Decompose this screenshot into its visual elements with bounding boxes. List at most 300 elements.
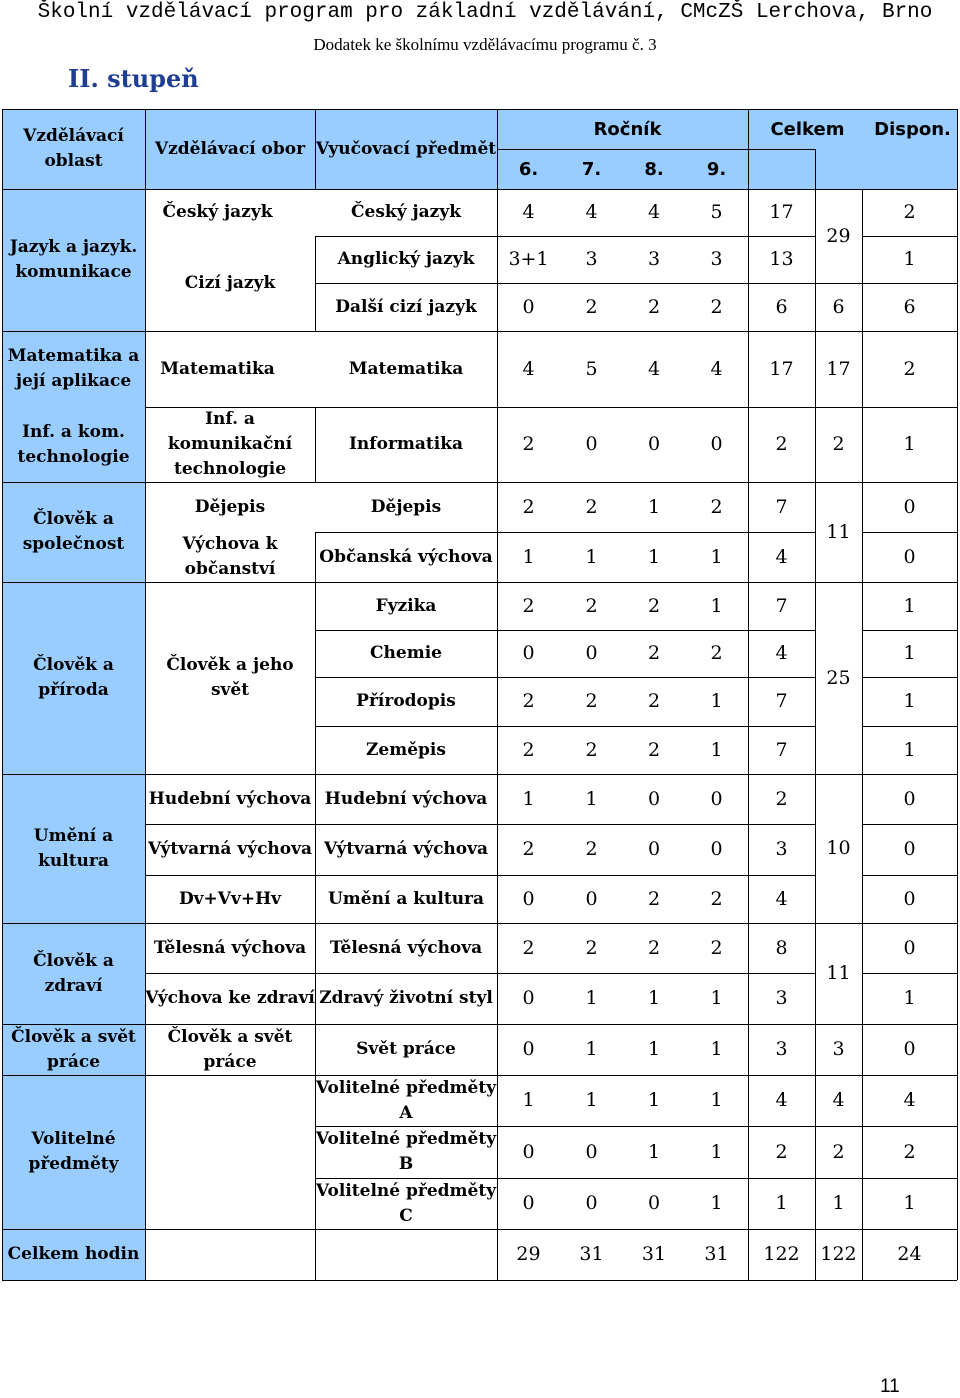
grade-value: 1 [585,987,598,1009]
table-rule [315,824,497,825]
grade-value: 0 [585,887,598,910]
table-rule [497,532,815,533]
table-rule [145,1229,315,1230]
table-rule [815,923,862,924]
table-rule [497,677,815,678]
grade-value: 2 [522,838,535,860]
header-school-title: Školní vzdělávací program pro základní vzdělávání, CMcZŠ Lerchova, Brno [37,1,933,24]
table-rule [862,774,957,775]
table-rule [497,1229,815,1230]
table-rule [2,923,145,924]
grade-value: 0 [522,1038,535,1060]
celkem-oblast-value: 3 [832,1038,845,1060]
header-grade-9: 9. [706,158,727,180]
table-rule [862,236,957,237]
grade-value: 3+1 [508,248,549,270]
grade-value: 2 [522,594,535,617]
oblast-celkem: Celkem hodin [2,1229,145,1280]
celkem-oblast-value: 11 [826,962,851,984]
grade-value: 1 [647,1038,661,1060]
predmet-cell: Volitelné předměty A [315,1077,497,1123]
predmet-cell: Dějepis [370,496,442,517]
dispon-value: 1 [903,433,916,455]
grade-value: 1 [710,690,723,712]
grade-value: 0 [585,433,598,455]
predmet-cell: Hudební výchova [324,788,488,809]
table-rule [145,1075,315,1076]
dispon-value: 4 [903,1089,916,1111]
grade-value: 1 [585,545,598,568]
table-rule [315,407,497,408]
table-rule [145,774,315,775]
grade-value: 5 [710,201,723,223]
grade-value: 0 [710,838,723,860]
grade-value: 2 [647,295,661,318]
table-rule [815,331,862,332]
grade-value: 2 [585,738,598,761]
table-rule [315,875,497,876]
grade-value: 1 [710,1038,723,1060]
grade-value: 2 [585,690,598,712]
table-rule [862,923,957,924]
total-value: 6 [775,295,788,318]
table-rule [497,407,815,408]
table-rule [315,283,497,284]
grade-value: 0 [647,1192,661,1214]
total-value: 7 [775,495,788,518]
table-rule [862,283,957,284]
table-rule [497,1178,815,1179]
total-value: 2 [775,1140,788,1163]
oblast-kultura: Umění a kultura [2,774,145,923]
table-rule [815,774,862,775]
table-rule [497,1024,815,1025]
oblast-jazyk: Jazyk a jazyk. komunikace [2,189,145,331]
total-value: 17 [769,201,794,223]
total-value: 3 [775,838,788,860]
table-rule [862,677,957,678]
table-rule [862,1024,957,1025]
table-rule [145,582,315,583]
oblast-volitelne: Volitelné předměty [2,1075,145,1229]
grade-value: 2 [585,838,598,860]
grade-value: 31 [579,1243,604,1265]
grade-value: 2 [647,690,661,712]
grade-value: 2 [585,295,598,318]
grade-value: 1 [585,787,598,810]
grade-value: 0 [522,887,535,910]
table-rule [497,630,815,631]
grade-value: 0 [585,1192,598,1214]
table-rule [145,482,315,483]
grade-value: 2 [522,495,535,518]
predmet-cell: Fyzika [375,595,437,616]
grade-value: 1 [647,1089,661,1111]
dispon-value: 0 [903,495,916,518]
table-rule [862,482,957,483]
table-rule [497,875,815,876]
grade-value: 1 [710,1089,723,1111]
dispon-value: 0 [903,887,916,910]
total-value: 1 [775,1192,788,1214]
table-rule [145,1024,315,1025]
table-rule [315,677,497,678]
table-rule [862,407,957,408]
table-rule [862,582,957,583]
table-rule [315,1024,497,1025]
predmet-cell: Přírodopis [356,691,456,711]
grade-value: 2 [585,594,598,617]
grade-value: 0 [585,642,598,664]
grade-value: 1 [522,545,535,568]
table-rule [497,283,815,284]
table-rule [815,189,816,1280]
oblast-inf: Inf. a kom. technologie [2,407,145,482]
table-left-border [2,109,3,1280]
dispon-value: 0 [903,1038,916,1060]
header-grade-7: 7. [581,158,602,180]
table-rule [497,582,815,583]
table-rule [315,1229,497,1230]
grade-value: 31 [704,1243,729,1265]
table-right-border [957,109,958,1280]
dispon-value: 2 [903,1140,916,1163]
predmet-cell: Zdravý životní styl [319,988,493,1008]
total-value: 122 [763,1243,800,1265]
dispon-value: 1 [903,248,916,270]
table-rule [497,726,815,727]
grade-value: 3 [647,248,661,270]
table-rule [2,1229,145,1230]
grade-value: 4 [710,357,723,380]
obor-cizi: Cizí jazyk [184,273,276,293]
grade-value: 2 [710,936,723,959]
total-value: 8 [775,936,788,959]
table-rule [815,482,862,483]
grade-value: 1 [647,545,661,568]
header-oblast: Vzdělávací oblast [2,109,145,189]
dispon-value: 0 [903,838,916,860]
grade-value: 0 [647,838,661,860]
table-rule [862,875,957,876]
grade-value: 1 [710,594,723,617]
dispon-value: 0 [903,545,916,568]
table-rule [315,1075,497,1076]
predmet-cell: Volitelné předměty C [315,1180,497,1226]
table-rule [315,923,497,924]
obor-clovek-svet: Člověk a jeho svět [166,655,294,700]
oblast-zdravi: Člověk a zdraví [2,923,145,1024]
obor-svet-prace: Člověk a svět práce [167,1026,293,1072]
table-rule [315,331,497,332]
oblast-matematika: Matematika a její aplikace [2,331,145,407]
grade-value: 2 [710,642,723,664]
grade-value: 2 [710,495,723,518]
obor-obcanstvi: Výchova k občanství [182,534,278,579]
obor-dejepis: Dějepis [194,496,266,517]
total-value: 3 [775,1038,788,1060]
table-rule [145,331,315,332]
table-rule [145,824,315,825]
table-rule [815,1126,862,1127]
table-rule [2,1024,145,1025]
oblast-prace: Člověk a svět práce [2,1024,145,1075]
table-rule [315,1178,497,1179]
table-bottom-border [2,1280,957,1281]
table-rule [815,407,862,408]
dispon-value: 1 [903,690,916,712]
grade-value: 4 [647,357,661,380]
obor-matematika: Matematika [160,358,275,379]
celkem-oblast-value: 2 [832,1140,845,1163]
table-rule [815,582,862,583]
dispon-value: 2 [903,357,916,380]
table-rule [315,109,316,189]
grade-value: 31 [641,1243,667,1265]
table-rule [815,1024,862,1025]
grade-value: 2 [522,433,535,455]
table-rule [315,774,497,775]
grade-value: 2 [710,295,723,318]
table-rule [315,482,497,483]
celkem-oblast-value: 122 [820,1243,857,1265]
dispon-value: 1 [903,1192,916,1214]
grade-value: 0 [585,1140,598,1163]
grade-value: 0 [710,433,723,455]
table-rule [315,1126,497,1127]
grade-value: 1 [710,987,723,1009]
grade-value: 1 [647,495,661,518]
grade-value: 0 [647,787,661,810]
celkem-oblast-value: 2 [832,433,845,455]
total-value: 4 [775,545,788,568]
grade-value: 0 [647,433,661,455]
table-rule [315,973,497,974]
predmet-cell: Český jazyk [351,202,461,222]
table-rule [145,875,315,876]
grade-value: 1 [585,1089,598,1111]
table-rule [815,1229,862,1230]
grade-value: 2 [647,738,661,761]
table-rule [315,726,497,727]
table-rule [815,283,862,284]
table-rule [497,189,498,1280]
obor-dvvvhv: Dv+Vv+Hv [178,888,282,909]
total-value: 17 [769,357,794,380]
dispon-value: 6 [903,295,916,318]
table-rule [497,149,815,150]
obor-cesky: Český jazyk [162,202,273,222]
grade-value: 0 [522,642,535,664]
table-rule [145,973,315,974]
total-value: 2 [775,787,788,810]
header-addendum: Dodatek ke školnímu vzdělávacímu programu č. 3 [313,35,657,54]
table-rule [862,189,863,1280]
table-rule [497,973,815,974]
dispon-value: 1 [903,987,916,1009]
grade-value: 4 [585,201,598,223]
grade-value: 0 [710,787,723,810]
table-rule [862,630,957,631]
grade-value: 1 [710,738,723,761]
grade-value: 2 [585,936,598,959]
grade-value: 2 [522,936,535,959]
grade-value: 4 [522,357,535,380]
table-rule [315,532,316,1280]
grade-value: 0 [522,1192,535,1214]
oblast-spolecnost: Člověk a společnost [2,482,145,582]
header-predmet: Vyučovací předmět [315,109,497,189]
table-rule [862,1229,957,1230]
header-rocnik: Ročník [593,118,662,140]
oblast-priroda: Člověk a příroda [2,582,145,774]
table-rule [497,1075,815,1076]
table-rule [315,532,497,533]
predmet-cell: Chemie [370,643,442,663]
grade-value: 4 [647,201,661,223]
celkem-oblast-value: 1 [832,1192,845,1214]
table-rule [2,774,145,775]
celkem-oblast-value: 11 [826,520,851,543]
total-value: 3 [775,987,788,1009]
celkem-oblast-value: 6 [832,295,845,318]
table-rule [497,923,815,924]
predmet-cell: Občanská výchova [319,546,493,567]
table-rule [145,923,315,924]
grade-value: 2 [647,887,661,910]
table-rule [2,1075,145,1076]
table-rule [2,482,145,483]
grade-value: 2 [710,887,723,910]
header-obor: Vzdělávací obor [145,109,315,189]
total-value: 4 [775,1089,788,1111]
table-rule [862,824,957,825]
table-rule [315,582,497,583]
grade-value: 2 [522,738,535,761]
table-rule [815,1075,862,1076]
table-rule [145,109,146,189]
grade-value: 1 [710,545,723,568]
table-rule [862,1075,957,1076]
predmet-cell: Umění a kultura [327,888,485,909]
obor-ke-zdravi: Výchova ke zdraví [145,988,315,1008]
obor-inf: Inf. a komunikační technologie [167,409,293,479]
celkem-oblast-value: 4 [832,1089,845,1111]
table-rule [815,1178,862,1179]
total-value: 4 [775,642,788,664]
predmet-cell: Volitelné předměty B [315,1129,497,1174]
table-rule [862,1126,957,1127]
table-rule [315,407,316,482]
total-value: 2 [775,433,788,455]
total-value: 7 [775,738,788,761]
level-heading: II. stupeň [68,64,199,93]
table-rule [748,189,749,1280]
grade-value: 0 [522,295,535,318]
grade-value: 3 [585,248,598,270]
grade-value: 1 [647,987,661,1009]
predmet-cell: Anglický jazyk [337,249,475,269]
grade-value: 1 [710,1140,723,1163]
table-rule [862,1178,957,1179]
grade-value: 0 [522,987,535,1009]
grade-value: 2 [522,690,535,712]
table-rule [497,482,815,483]
celkem-oblast-value: 17 [826,357,851,380]
table-rule [2,331,145,332]
header-grade-8: 8. [644,158,664,180]
grade-value: 1 [522,787,535,810]
dispon-value: 0 [903,787,916,810]
grade-value: 1 [710,1192,723,1214]
header-dispon: Dispon. [874,118,951,140]
grade-value: 5 [585,357,598,380]
dispon-value: 2 [903,201,916,223]
celkem-oblast-value: 25 [826,666,851,689]
predmet-cell: Zeměpis [366,739,446,760]
total-value: 4 [775,887,788,910]
page-number: 11 [880,1376,900,1397]
celkem-oblast-value: 29 [826,224,851,247]
table-rule [497,1126,815,1127]
grade-value: 4 [522,201,535,223]
table-rule [862,532,957,533]
dispon-value: 0 [903,936,916,959]
total-value: 13 [769,248,794,270]
predmet-cell: Informatika [348,434,464,454]
grade-value: 29 [516,1243,541,1265]
header-grade-6: 6. [518,158,539,180]
predmet-cell: Další cizí jazyk [335,296,477,317]
dispon-value: 1 [903,594,916,617]
table-rule [2,582,145,583]
grade-value: 2 [585,495,598,518]
dispon-value: 24 [897,1243,922,1265]
predmet-cell: Svět práce [356,1039,456,1059]
table-rule [815,149,816,189]
table-rule [497,774,815,775]
dispon-value: 1 [903,738,916,761]
obor-telesna: Tělesná výchova [153,937,307,958]
grade-value: 1 [647,1140,661,1163]
grade-value: 0 [522,1140,535,1163]
total-value: 7 [775,690,788,712]
table-rule [145,407,315,408]
grade-value: 2 [647,936,661,959]
grade-value: 1 [585,1038,598,1060]
predmet-cell: Tělesná výchova [329,937,483,958]
table-rule [862,726,957,727]
obor-hudebni: Hudební výchova [148,788,312,809]
predmet-cell: Výtvarná výchova [323,839,489,859]
table-rule [315,236,497,237]
header-celkem: Celkem [770,118,845,140]
dispon-value: 1 [903,642,916,664]
table-rule [315,630,497,631]
table-rule [497,331,815,332]
table-rule [497,824,815,825]
grade-value: 2 [647,642,661,664]
table-rule [862,331,957,332]
table-rule [862,973,957,974]
grade-value: 1 [522,1089,535,1111]
table-rule [145,189,146,1280]
table-rule [497,236,815,237]
total-value: 7 [775,594,788,617]
celkem-oblast-value: 10 [826,837,851,859]
grade-value: 3 [710,248,723,270]
grade-value: 2 [647,594,661,617]
